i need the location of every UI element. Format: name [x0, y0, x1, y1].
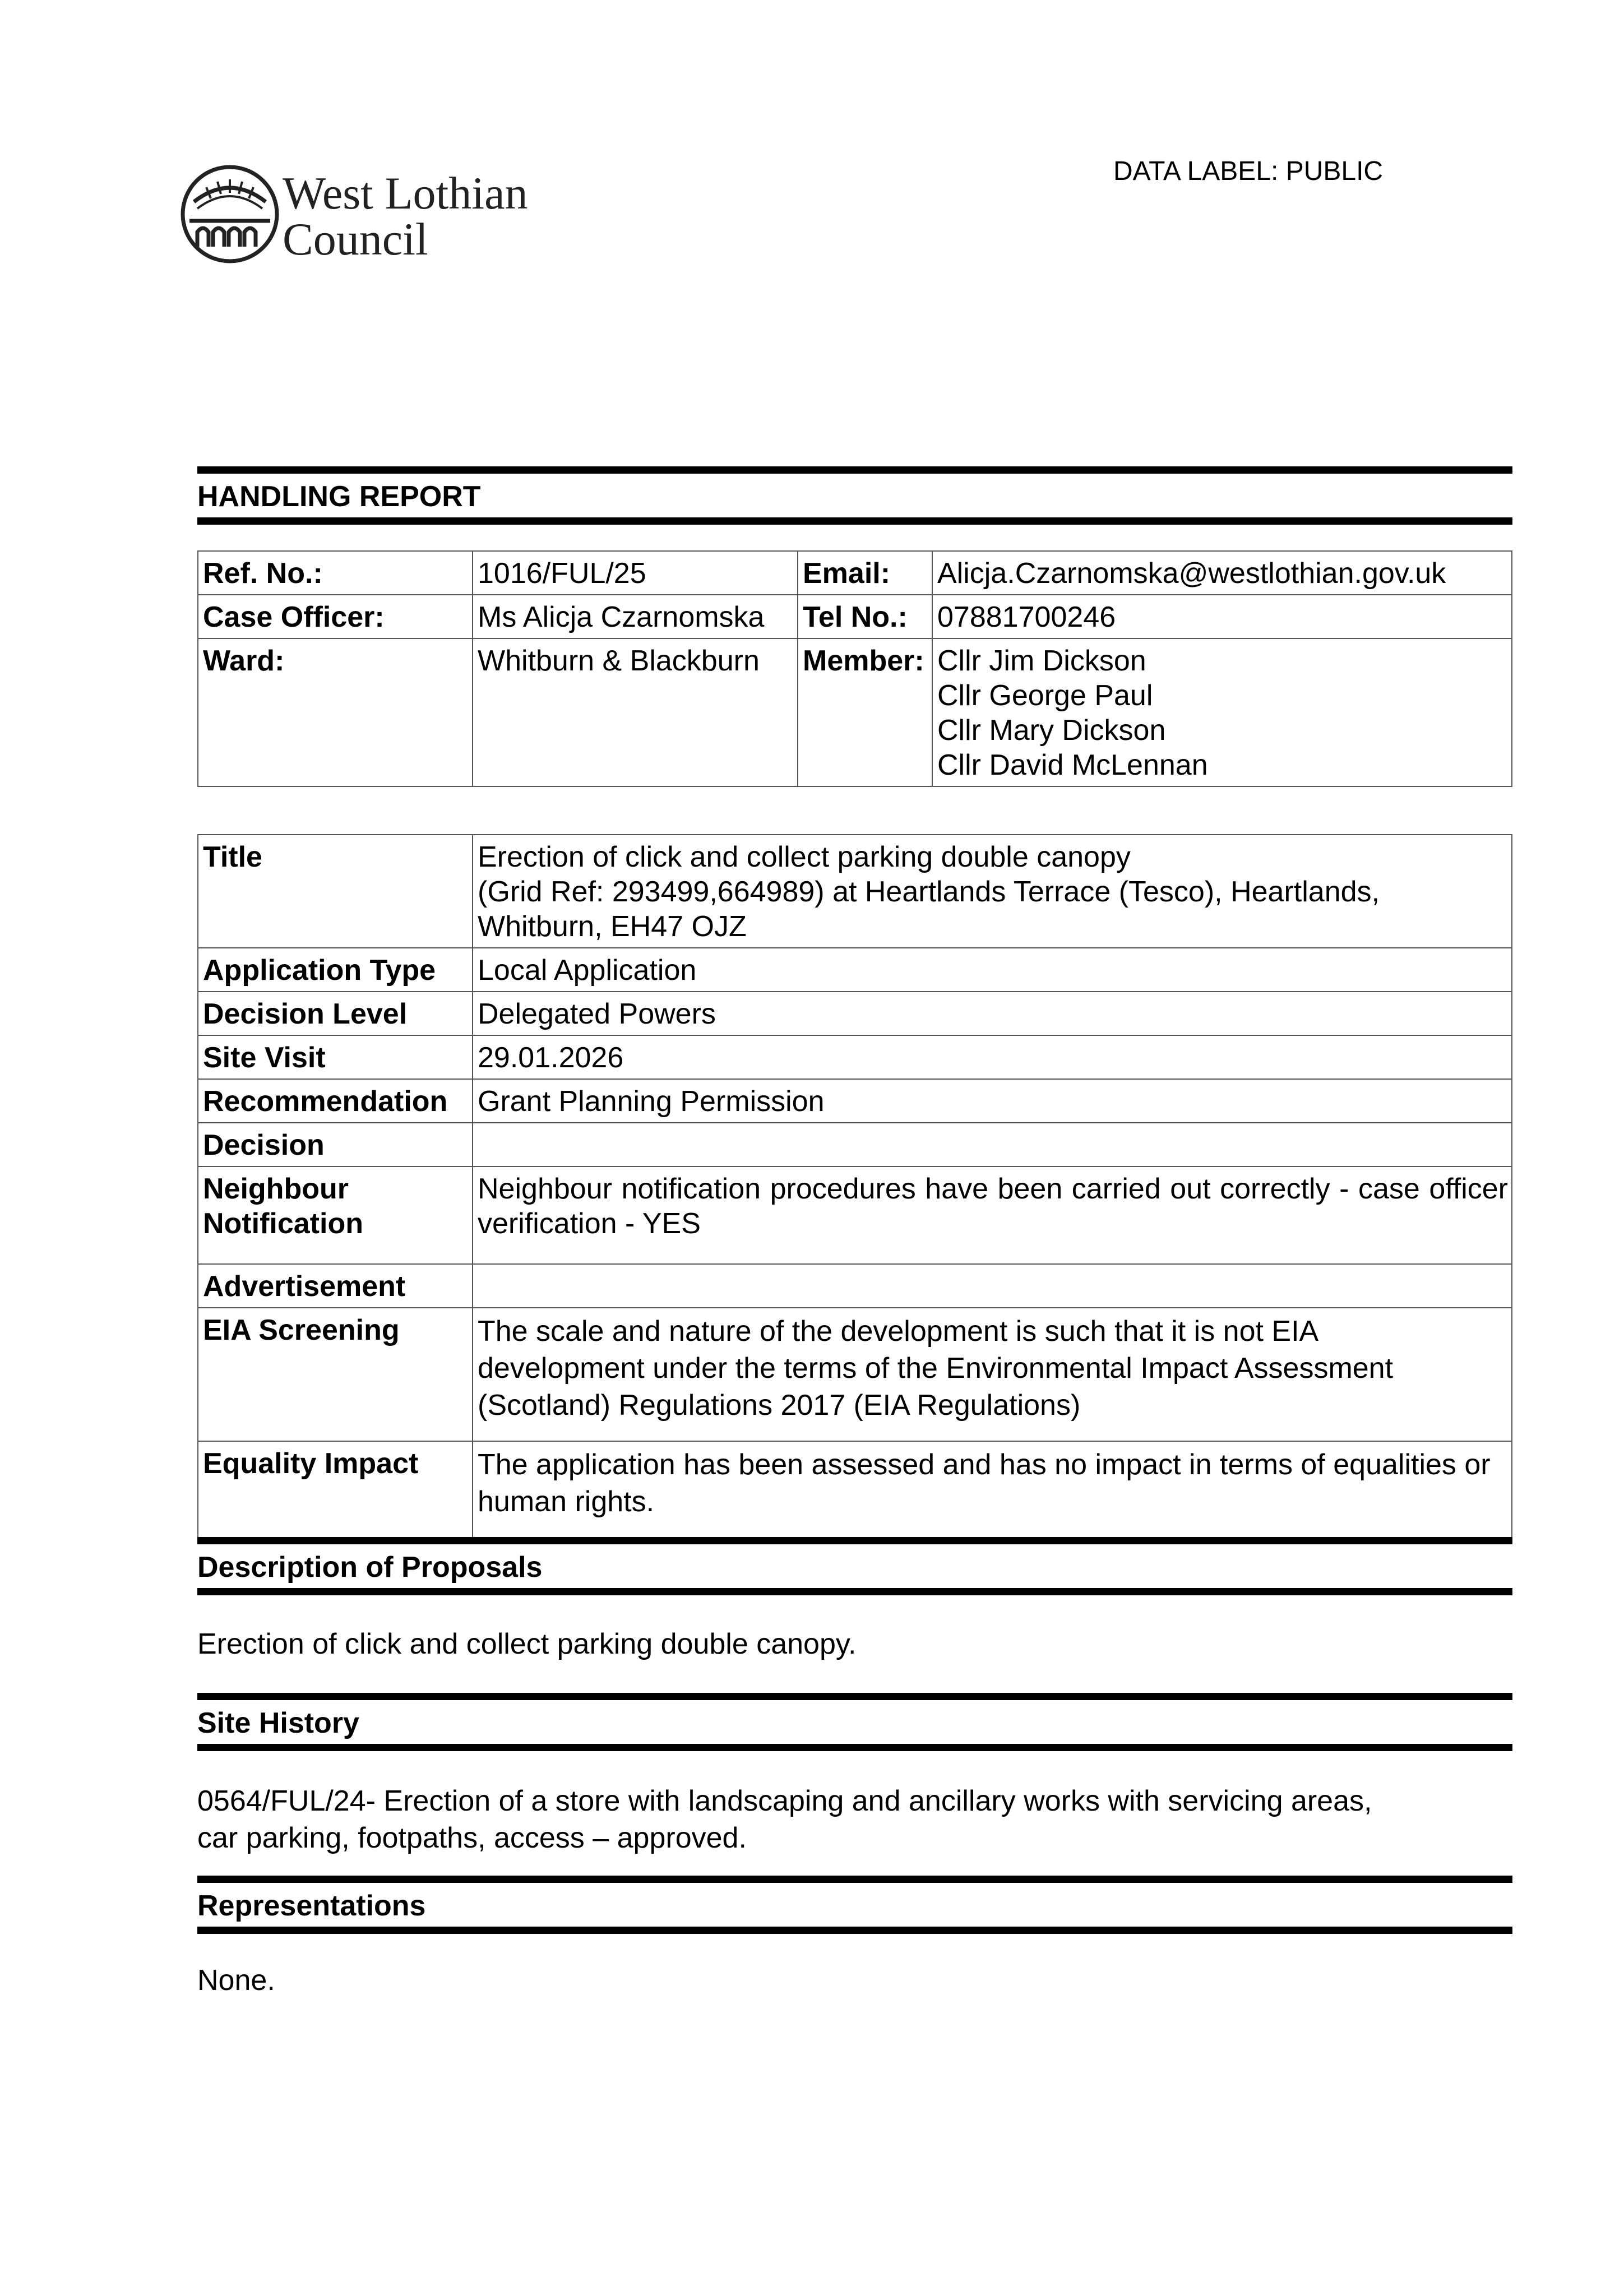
site-visit-value: 29.01.2026 [473, 1035, 1512, 1079]
history-section-heading [197, 1693, 1512, 1751]
ward-label: Ward: [198, 638, 473, 786]
equality-label: Equality Impact [198, 1441, 473, 1539]
table-row [198, 1308, 1512, 1441]
title-line: (Grid Ref: 293499,664989) at Heartlands Terrace (Tesco), Heartlands, [478, 876, 1380, 908]
history-line: 0564/FUL/24- Erection of a store with landscaping and ancillary works with servicing areas, [197, 1785, 1372, 1817]
table-row [198, 1166, 1512, 1264]
eia-value [473, 1308, 1512, 1441]
table-row [198, 1123, 1512, 1166]
title-line: Whitburn, EH47 OJZ [478, 910, 747, 943]
table-row [198, 1264, 1512, 1308]
member-item: Cllr George Paul [937, 679, 1153, 712]
tel-value: 07881700246 [932, 595, 1512, 638]
table-row [198, 835, 1512, 948]
email-value: Alicja.Czarnomska@westlothian.gov.uk [932, 551, 1512, 595]
eia-line: The scale and nature of the development is such that it is not EIA [478, 1315, 1319, 1348]
representations-text: None. [197, 1964, 275, 1997]
ref-value: 1016/FUL/25 [473, 551, 798, 595]
org-name-line2: Council [283, 214, 428, 265]
table-row [198, 1079, 1512, 1123]
history-text [197, 1783, 1372, 1857]
tel-label: Tel No.: [798, 595, 932, 638]
council-logo [178, 163, 559, 269]
description-section-heading [197, 1537, 1512, 1595]
decision-level-value: Delegated Powers [473, 992, 1512, 1035]
neighbour-value: Neighbour notification procedures have been carried out correctly - case officer verification - YES [473, 1166, 1512, 1264]
table-row [198, 992, 1512, 1035]
decision-level-label: Decision Level [198, 992, 473, 1035]
member-label: Member: [798, 638, 932, 786]
case-info-table [197, 550, 1512, 787]
table-row [198, 948, 1512, 992]
report-heading [197, 466, 1512, 525]
title-value [473, 835, 1512, 948]
decision-label: Decision [198, 1123, 473, 1166]
table-row [198, 1441, 1512, 1539]
advertisement-value [473, 1264, 1512, 1308]
ref-label: Ref. No.: [198, 551, 473, 595]
eia-line: development under the terms of the Environmental Impact Assessment [478, 1352, 1394, 1385]
org-name-line1: West Lothian [283, 168, 528, 219]
description-title: Description of Proposals [197, 1551, 543, 1584]
app-type-value: Local Application [473, 948, 1512, 992]
member-item: Cllr David McLennan [937, 749, 1208, 781]
neighbour-label: Neighbour Notification [198, 1166, 473, 1264]
member-item: Cllr Jim Dickson [937, 645, 1146, 677]
history-title: Site History [197, 1707, 359, 1739]
recommendation-label: Recommendation [198, 1079, 473, 1123]
representations-title: Representations [197, 1890, 426, 1922]
details-table [197, 834, 1512, 1539]
table-row [198, 1035, 1512, 1079]
eia-label: EIA Screening [198, 1308, 473, 1441]
representations-section-heading [197, 1876, 1512, 1934]
ward-value: Whitburn & Blackburn [473, 638, 798, 786]
eia-line: (Scotland) Regulations 2017 (EIA Regulations) [478, 1389, 1081, 1422]
email-label: Email: [798, 551, 932, 595]
bridge-emblem-icon [183, 167, 277, 261]
data-label: DATA LABEL: PUBLIC [1113, 156, 1384, 186]
description-text: Erection of click and collect parking double canopy. [197, 1628, 857, 1660]
officer-label: Case Officer: [198, 595, 473, 638]
advertisement-label: Advertisement [198, 1264, 473, 1308]
site-visit-label: Site Visit [198, 1035, 473, 1079]
officer-value: Ms Alicja Czarnomska [473, 595, 798, 638]
table-row [198, 595, 1512, 638]
table-row [198, 638, 1512, 786]
decision-value [473, 1123, 1512, 1166]
recommendation-value: Grant Planning Permission [473, 1079, 1512, 1123]
report-heading-text: HANDLING REPORT [197, 480, 481, 513]
member-item: Cllr Mary Dickson [937, 714, 1166, 747]
equality-value: The application has been assessed and has no impact in terms of equalities or human rights. [473, 1441, 1512, 1539]
member-list [932, 638, 1512, 786]
table-row [198, 551, 1512, 595]
title-line: Erection of click and collect parking double canopy [478, 841, 1131, 873]
history-line: car parking, footpaths, access – approved. [197, 1822, 747, 1854]
app-type-label: Application Type [198, 948, 473, 992]
title-label: Title [198, 835, 473, 948]
